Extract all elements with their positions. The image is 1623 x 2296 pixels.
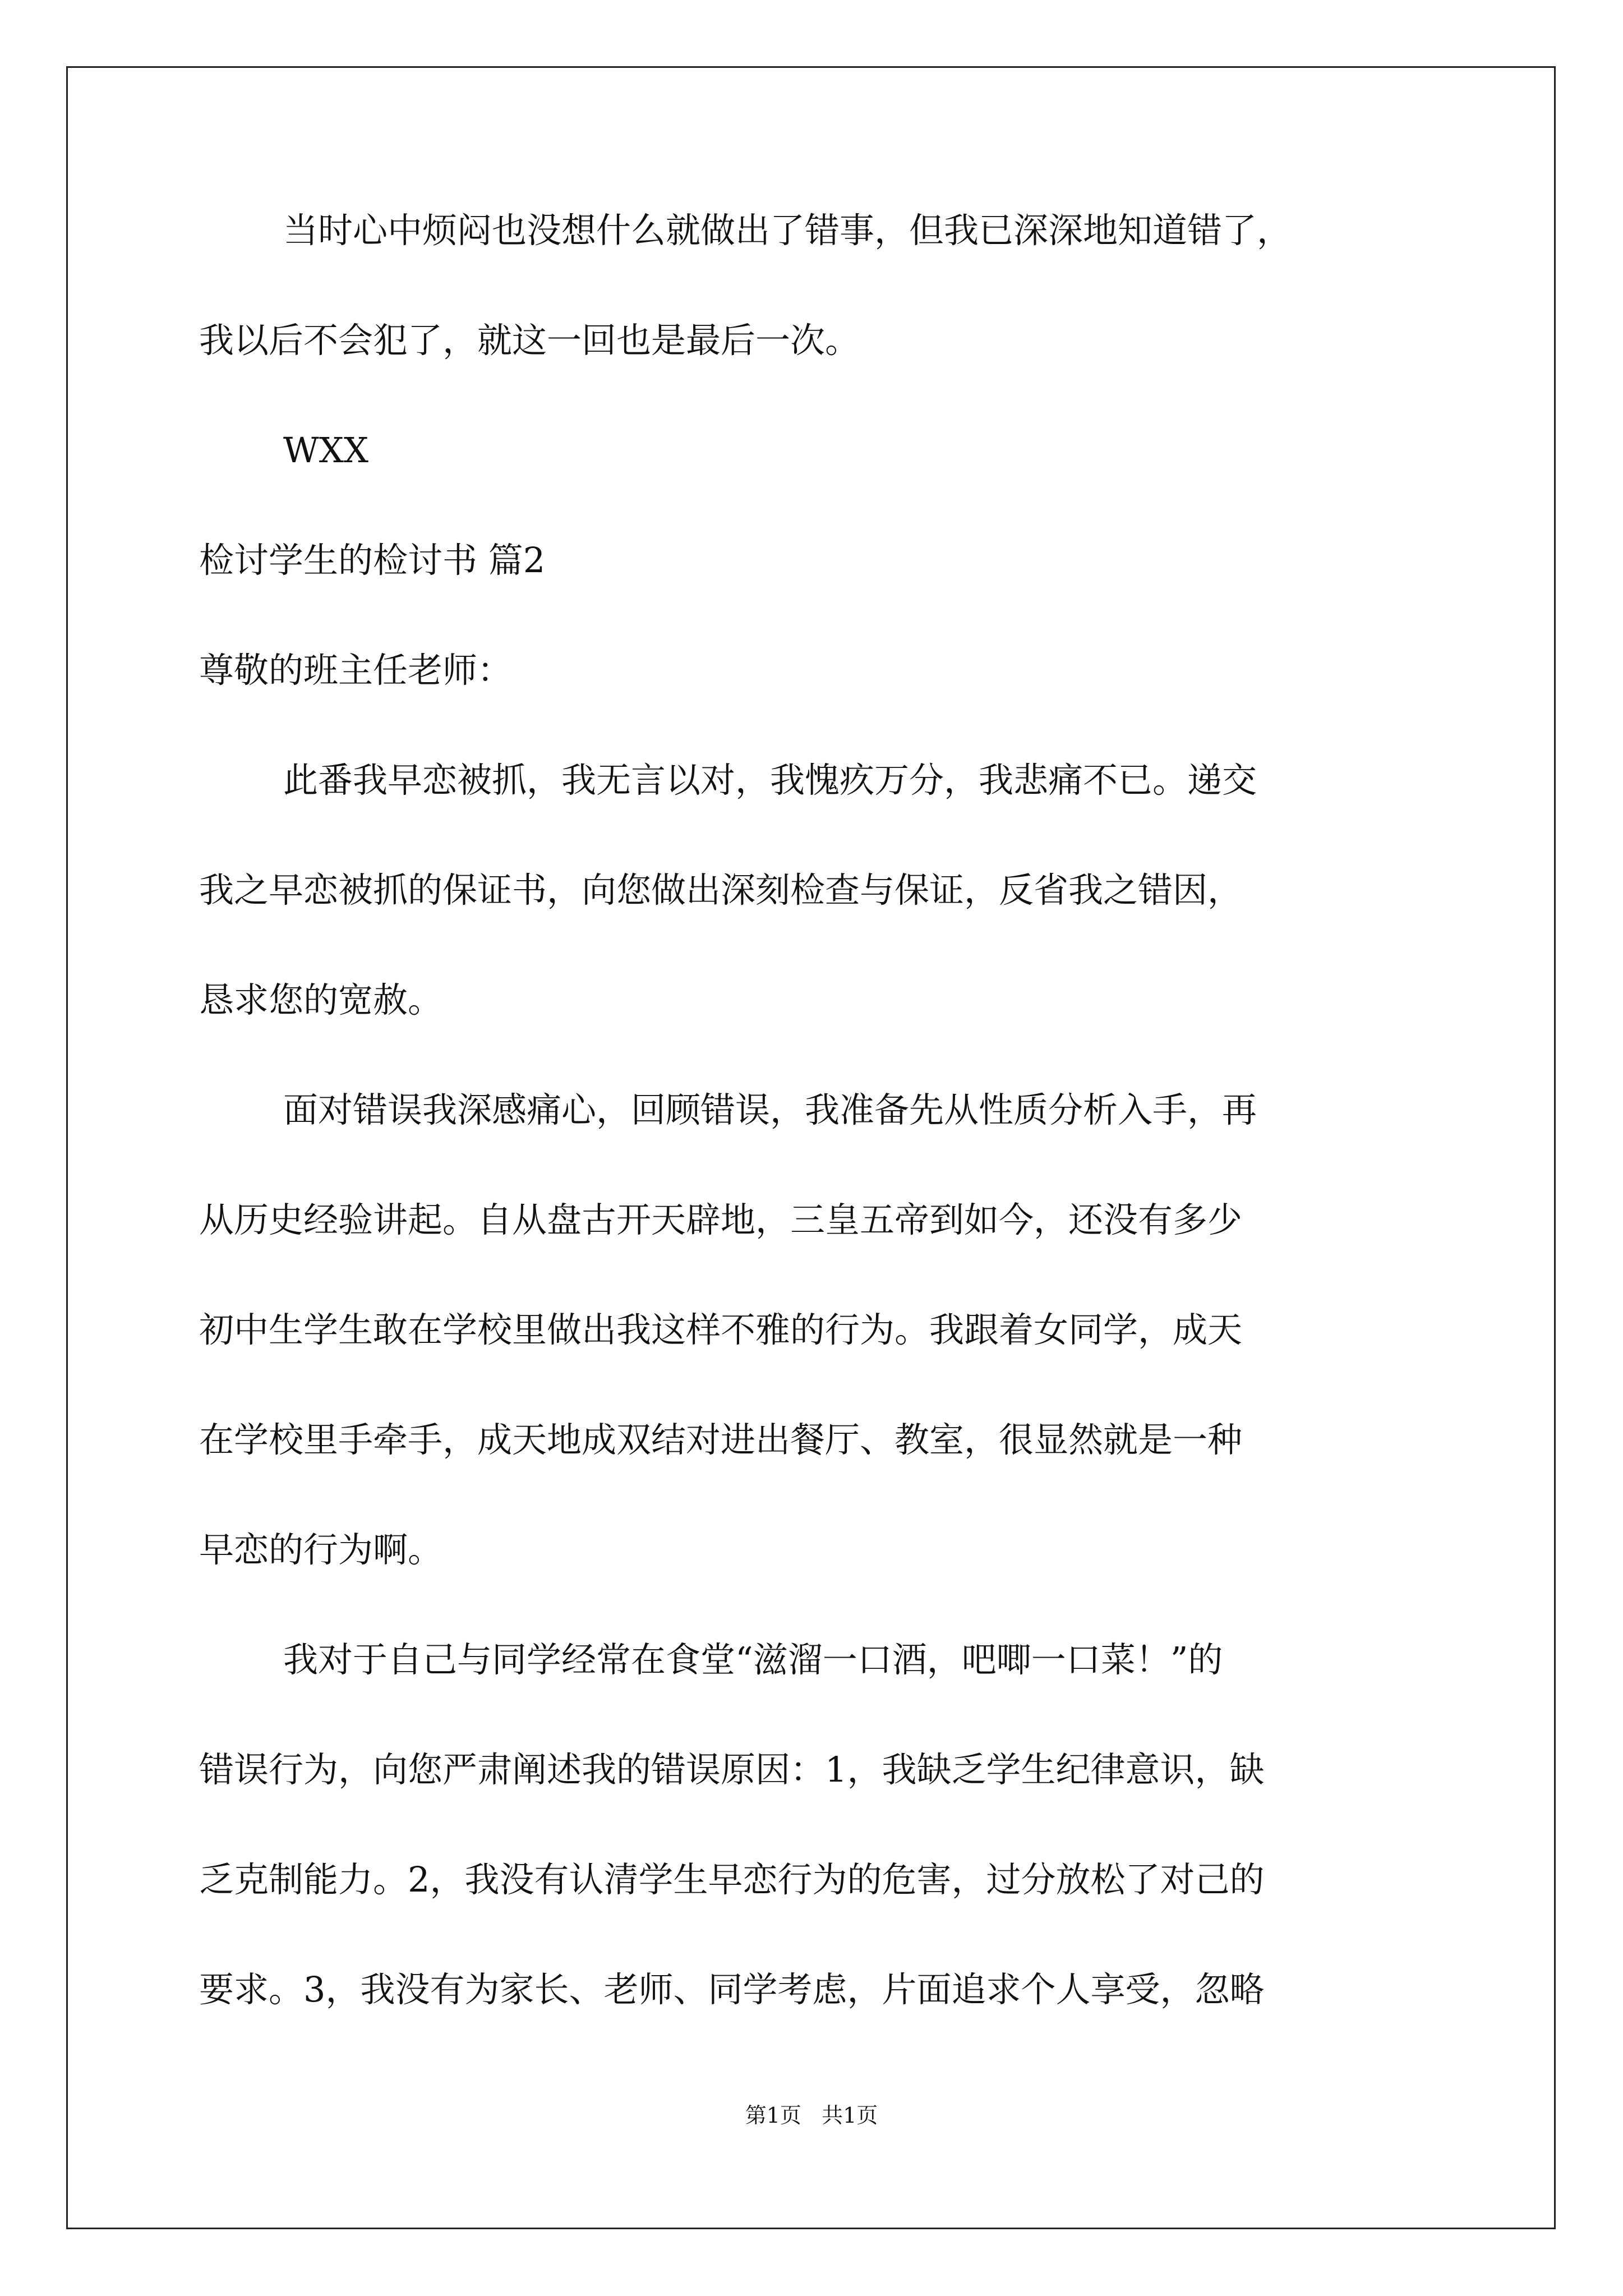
paragraph-line: 早恋的行为啊。 <box>199 1529 443 1570</box>
paragraph-line: 我之早恋被抓的保证书，向您做出深刻检查与保证，反省我之错因， <box>199 869 1243 910</box>
paragraph-line: 此番我早恋被抓，我无言以对，我愧疚万分，我悲痛不已。递交 <box>283 760 1257 800</box>
page-footer: 第1页 共1页 <box>745 2103 878 2128</box>
salutation: 尊敬的班主任老师： <box>199 650 513 691</box>
paragraph-line: 我以后不会犯了，就这一回也是最后一次。 <box>199 320 860 361</box>
paragraph-line: 从历史经验讲起。自从盘古开天辟地，三皇五帝到如今，还没有多少 <box>199 1199 1243 1240</box>
paragraph-line: 当时心中烦闷也没想什么就做出了错事，但我已深深地知道错了， <box>283 210 1292 251</box>
paragraph-line: 恳求您的宽赦。 <box>199 979 443 1020</box>
paragraph-line: 面对错误我深感痛心，回顾错误，我准备先从性质分析入手，再 <box>283 1089 1257 1130</box>
paragraph-line: 在学校里手牵手，成天地成双结对进出餐厅、教室，很显然就是一种 <box>199 1419 1243 1460</box>
paragraph-line: 要求。3，我没有为家长、老师、同学考虑，片面追求个人享受，忽略 <box>199 1969 1265 2010</box>
paragraph-line: 错误行为，向您严肃阐述我的错误原因：1，我缺乏学生纪律意识，缺 <box>199 1749 1265 1790</box>
page-border <box>66 66 1556 2229</box>
paragraph-line: 我对于自己与同学经常在食堂“滋溜一口酒，吧唧一口菜！”的 <box>283 1639 1223 1680</box>
paragraph-line: 初中生学生敢在学校里做出我这样不雅的行为。我跟着女同学，成天 <box>199 1309 1243 1350</box>
signature: WXX <box>283 430 369 471</box>
section-title: 检讨学生的检讨书 篇2 <box>199 540 546 581</box>
paragraph-line: 乏克制能力。2，我没有认清学生早恋行为的危害，过分放松了对己的 <box>199 1859 1265 1900</box>
